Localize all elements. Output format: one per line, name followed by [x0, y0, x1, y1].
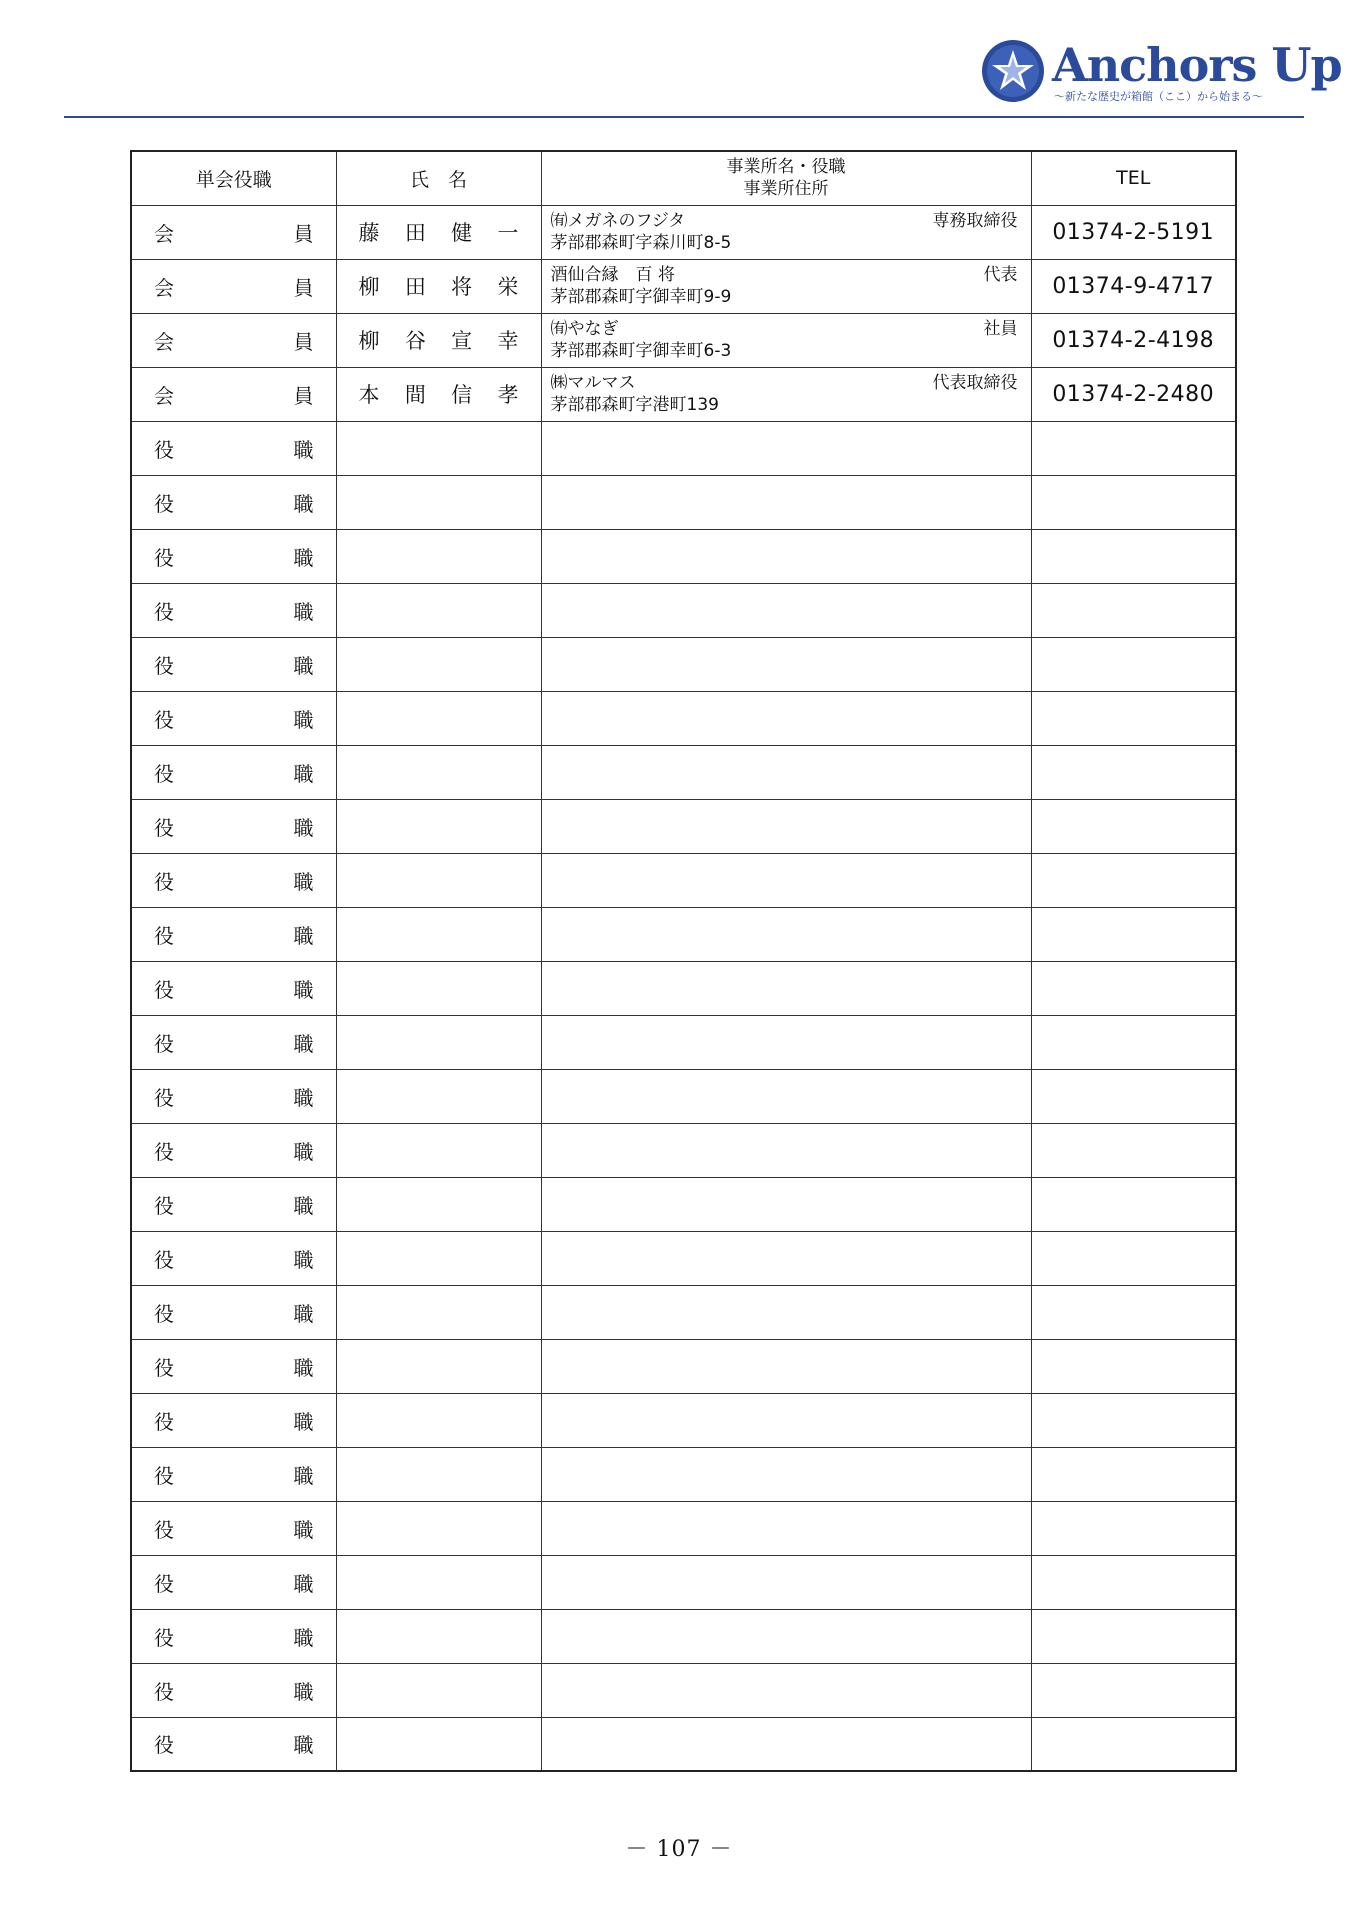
table-row — [131, 1609, 1236, 1663]
name-cell — [336, 1393, 541, 1447]
position-char: 職 — [293, 1463, 314, 1488]
position-label — [132, 596, 336, 625]
position-char: 職 — [293, 1139, 314, 1164]
business-role: 代表 — [983, 264, 1018, 285]
name-char: 田 — [404, 221, 426, 245]
position-cell — [131, 421, 336, 475]
business-cell — [541, 1069, 1031, 1123]
position-cell — [131, 1717, 336, 1771]
position-char: 役 — [154, 1301, 174, 1326]
business-role: 社員 — [983, 318, 1018, 339]
business-name: ㈲やなぎ — [550, 318, 619, 339]
position-label — [132, 1082, 336, 1111]
position-char: 職 — [293, 1625, 314, 1650]
position-char: 員 — [293, 329, 314, 354]
position-cell — [131, 1663, 336, 1717]
tel-cell — [1031, 1123, 1236, 1177]
position-label — [132, 272, 336, 301]
business-cell — [541, 1447, 1031, 1501]
position-char: 職 — [293, 491, 314, 516]
business-cell — [541, 1501, 1031, 1555]
table-row — [131, 1663, 1236, 1717]
business-cell — [541, 799, 1031, 853]
position-char: 役 — [154, 437, 174, 462]
position-char: 会 — [154, 275, 174, 300]
business-role: 代表取締役 — [932, 372, 1018, 393]
name-cell — [336, 1015, 541, 1069]
table-row — [131, 745, 1236, 799]
name-cell — [336, 907, 541, 961]
position-cell — [131, 1015, 336, 1069]
business-role: 専務取締役 — [932, 210, 1018, 231]
position-cell — [131, 583, 336, 637]
table-row — [131, 1717, 1236, 1771]
anchors-up-logo — [980, 34, 1342, 114]
name-char: 栄 — [497, 275, 519, 299]
table-row — [131, 1447, 1236, 1501]
header-name: 氏 名 — [336, 151, 541, 205]
position-label — [132, 974, 336, 1003]
position-cell — [131, 313, 336, 367]
business-cell — [541, 1339, 1031, 1393]
name-char: 柳 — [358, 329, 380, 353]
name-cell — [336, 1555, 541, 1609]
name-cell — [336, 853, 541, 907]
table-row — [131, 1501, 1236, 1555]
page-number: － 107 － — [625, 1837, 733, 1862]
header-rule — [64, 116, 1304, 118]
position-char: 職 — [293, 1679, 314, 1704]
tel-cell — [1031, 907, 1236, 961]
position-cell — [131, 1555, 336, 1609]
name-char: 谷 — [404, 329, 426, 353]
position-cell — [131, 691, 336, 745]
position-label — [132, 1190, 336, 1219]
position-char: 役 — [154, 707, 174, 732]
position-char: 役 — [154, 869, 174, 894]
business-cell — [541, 691, 1031, 745]
position-char: 役 — [154, 545, 174, 570]
position-char: 職 — [293, 653, 314, 678]
position-char: 職 — [293, 1031, 314, 1056]
position-cell — [131, 961, 336, 1015]
name-char: 幸 — [497, 329, 519, 353]
name-char: 間 — [404, 383, 426, 407]
member-name — [337, 217, 541, 247]
table-row — [131, 1123, 1236, 1177]
position-cell — [131, 1123, 336, 1177]
position-char: 役 — [154, 1085, 174, 1110]
table-row — [131, 1069, 1236, 1123]
position-label — [132, 866, 336, 895]
position-cell — [131, 529, 336, 583]
table-row — [131, 313, 1236, 367]
tel-cell — [1031, 637, 1236, 691]
tel-cell — [1031, 1339, 1236, 1393]
position-char: 役 — [154, 761, 174, 786]
position-label — [132, 1676, 336, 1705]
position-char: 職 — [293, 1409, 314, 1434]
position-cell — [131, 1447, 336, 1501]
position-label — [132, 758, 336, 787]
name-char: 信 — [451, 383, 473, 407]
business-cell — [541, 1393, 1031, 1447]
table-body — [131, 205, 1236, 1771]
position-cell — [131, 205, 336, 259]
position-cell — [131, 853, 336, 907]
name-char: 一 — [497, 221, 519, 245]
tel-cell — [1031, 745, 1236, 799]
position-char: 会 — [154, 383, 174, 408]
position-char: 員 — [293, 221, 314, 246]
name-cell — [336, 313, 541, 367]
position-char: 役 — [154, 1139, 174, 1164]
name-char: 健 — [451, 221, 473, 245]
tel-cell: 01374-9-4717 — [1031, 259, 1236, 313]
header-business-line1: 事業所名・役職 — [726, 157, 846, 178]
position-char: 役 — [154, 1355, 174, 1380]
table-row — [131, 259, 1236, 313]
name-cell — [336, 1069, 541, 1123]
name-cell — [336, 259, 541, 313]
header-business — [541, 151, 1031, 205]
business-cell — [541, 907, 1031, 961]
position-char: 職 — [293, 977, 314, 1002]
business-cell — [541, 961, 1031, 1015]
position-label — [132, 812, 336, 841]
tel-cell — [1031, 853, 1236, 907]
table-row — [131, 1015, 1236, 1069]
position-label — [132, 1460, 336, 1489]
tel-cell — [1031, 1663, 1236, 1717]
position-label — [132, 1136, 336, 1165]
table-row — [131, 205, 1236, 259]
position-label — [132, 704, 336, 733]
table-row — [131, 961, 1236, 1015]
name-cell — [336, 1177, 541, 1231]
position-label — [132, 326, 336, 355]
position-label — [132, 1622, 336, 1651]
business-address: 茅部郡森町字御幸町6-3 — [550, 340, 732, 361]
position-char: 役 — [154, 977, 174, 1002]
position-cell — [131, 1069, 336, 1123]
table-row — [131, 475, 1236, 529]
name-cell — [336, 799, 541, 853]
name-char: 本 — [358, 383, 380, 407]
name-char: 孝 — [497, 383, 519, 407]
tel-cell — [1031, 1393, 1236, 1447]
name-cell — [336, 1609, 541, 1663]
name-cell — [336, 637, 541, 691]
position-char: 職 — [293, 1571, 314, 1596]
position-cell — [131, 637, 336, 691]
tel-cell — [1031, 1447, 1236, 1501]
page-header — [0, 0, 1358, 120]
business-name: ㈲メガネのフジタ — [550, 210, 686, 231]
business-cell — [541, 529, 1031, 583]
tel-cell — [1031, 961, 1236, 1015]
position-char: 役 — [154, 653, 174, 678]
position-label — [132, 1244, 336, 1273]
position-char: 職 — [293, 1355, 314, 1380]
position-char: 会 — [154, 329, 174, 354]
position-char: 職 — [293, 815, 314, 840]
business-cell — [541, 1609, 1031, 1663]
business-cell — [541, 1663, 1031, 1717]
header-position: 単会役職 — [131, 151, 336, 205]
name-cell — [336, 745, 541, 799]
name-cell — [336, 1447, 541, 1501]
position-char: 役 — [154, 1031, 174, 1056]
member-name — [337, 271, 541, 301]
business-cell — [541, 583, 1031, 637]
tel-cell — [1031, 1501, 1236, 1555]
position-cell — [131, 799, 336, 853]
position-char: 職 — [293, 761, 314, 786]
table-row — [131, 529, 1236, 583]
name-char: 田 — [404, 275, 426, 299]
table-row — [131, 799, 1236, 853]
business-cell — [541, 205, 1031, 259]
position-char: 役 — [154, 1625, 174, 1650]
position-char: 役 — [154, 1409, 174, 1434]
business-info — [542, 206, 1031, 259]
tel-cell — [1031, 475, 1236, 529]
name-cell — [336, 1501, 541, 1555]
name-cell — [336, 583, 541, 637]
name-cell — [336, 421, 541, 475]
name-char: 藤 — [358, 221, 380, 245]
position-char: 職 — [293, 869, 314, 894]
table-row — [131, 367, 1236, 421]
business-cell — [541, 1285, 1031, 1339]
table-row — [131, 1555, 1236, 1609]
tel-cell — [1031, 1555, 1236, 1609]
tel-cell: 01374-2-5191 — [1031, 205, 1236, 259]
business-cell — [541, 421, 1031, 475]
position-char: 職 — [293, 1193, 314, 1218]
table-row — [131, 1393, 1236, 1447]
anchor-star-emblem-icon — [980, 38, 1046, 104]
member-roster-table — [130, 150, 1237, 1772]
position-char: 員 — [293, 383, 314, 408]
position-label — [132, 488, 336, 517]
name-cell — [336, 1285, 541, 1339]
table-row — [131, 1339, 1236, 1393]
tel-cell — [1031, 1285, 1236, 1339]
name-cell — [336, 367, 541, 421]
position-cell — [131, 367, 336, 421]
position-cell — [131, 1231, 336, 1285]
name-char: 柳 — [358, 275, 380, 299]
name-cell — [336, 475, 541, 529]
position-label — [132, 1729, 336, 1758]
position-label — [132, 1298, 336, 1327]
business-info — [542, 260, 1031, 313]
position-label — [132, 920, 336, 949]
business-cell — [541, 475, 1031, 529]
tel-cell — [1031, 529, 1236, 583]
table-row — [131, 583, 1236, 637]
tel-cell: 01374-2-2480 — [1031, 367, 1236, 421]
position-label — [132, 650, 336, 679]
position-char: 役 — [154, 1571, 174, 1596]
tel-cell — [1031, 1015, 1236, 1069]
business-cell — [541, 1231, 1031, 1285]
business-cell — [541, 1123, 1031, 1177]
position-cell — [131, 475, 336, 529]
logo-subtitle: ～新たな歴史が箱館（ここ）から始まる～ — [1054, 90, 1263, 103]
tel-cell — [1031, 799, 1236, 853]
position-char: 役 — [154, 1193, 174, 1218]
position-label — [132, 1568, 336, 1597]
position-cell — [131, 259, 336, 313]
business-info — [542, 368, 1031, 421]
member-name — [337, 325, 541, 355]
name-char: 将 — [451, 275, 473, 299]
table-row — [131, 421, 1236, 475]
position-label — [132, 1028, 336, 1057]
table-row — [131, 853, 1236, 907]
business-cell — [541, 1177, 1031, 1231]
header-tel: TEL — [1031, 151, 1236, 205]
position-char: 職 — [293, 437, 314, 462]
position-cell — [131, 907, 336, 961]
business-address: 茅部郡森町字港町139 — [550, 394, 719, 415]
business-cell — [541, 1555, 1031, 1609]
business-info — [542, 314, 1031, 367]
position-label — [132, 380, 336, 409]
name-cell — [336, 1663, 541, 1717]
position-char: 職 — [293, 1733, 314, 1758]
name-cell — [336, 1339, 541, 1393]
position-cell — [131, 1501, 336, 1555]
position-char: 役 — [154, 599, 174, 624]
name-cell — [336, 1717, 541, 1771]
tel-cell — [1031, 691, 1236, 745]
position-char: 職 — [293, 923, 314, 948]
position-char: 職 — [293, 1301, 314, 1326]
business-cell — [541, 637, 1031, 691]
table-row — [131, 907, 1236, 961]
position-label — [132, 1514, 336, 1543]
position-cell — [131, 745, 336, 799]
position-cell — [131, 1393, 336, 1447]
name-cell — [336, 961, 541, 1015]
position-cell — [131, 1285, 336, 1339]
name-cell — [336, 529, 541, 583]
business-name: 酒仙合縁 百 将 — [550, 264, 675, 285]
position-char: 員 — [293, 275, 314, 300]
table-header-row — [131, 151, 1236, 205]
logo-title: Anchors Up — [1052, 38, 1342, 92]
position-char: 役 — [154, 1463, 174, 1488]
tel-cell — [1031, 1717, 1236, 1771]
tel-cell — [1031, 1231, 1236, 1285]
tel-cell — [1031, 1069, 1236, 1123]
table-row — [131, 691, 1236, 745]
table-row — [131, 1231, 1236, 1285]
business-cell — [541, 853, 1031, 907]
business-cell — [541, 1717, 1031, 1771]
name-cell — [336, 205, 541, 259]
position-char: 職 — [293, 707, 314, 732]
business-cell — [541, 745, 1031, 799]
header-business-line2: 事業所住所 — [743, 179, 829, 200]
position-char: 役 — [154, 491, 174, 516]
name-char: 宣 — [451, 329, 473, 353]
business-name: ㈱マルマス — [550, 372, 636, 393]
business-address: 茅部郡森町字御幸町9-9 — [550, 286, 732, 307]
position-char: 役 — [154, 1517, 174, 1542]
business-cell — [541, 259, 1031, 313]
position-label — [132, 542, 336, 571]
tel-cell — [1031, 583, 1236, 637]
position-char: 職 — [293, 1517, 314, 1542]
position-cell — [131, 1339, 336, 1393]
position-char: 職 — [293, 1085, 314, 1110]
position-cell — [131, 1609, 336, 1663]
position-char: 役 — [154, 815, 174, 840]
business-cell — [541, 313, 1031, 367]
tel-cell: 01374-2-4198 — [1031, 313, 1236, 367]
position-char: 役 — [154, 1679, 174, 1704]
position-char: 役 — [154, 923, 174, 948]
tel-cell — [1031, 1609, 1236, 1663]
business-cell — [541, 367, 1031, 421]
position-char: 役 — [154, 1247, 174, 1272]
position-label — [132, 434, 336, 463]
position-char: 職 — [293, 1247, 314, 1272]
member-name — [337, 379, 541, 409]
position-label — [132, 218, 336, 247]
position-char: 職 — [293, 599, 314, 624]
name-cell — [336, 691, 541, 745]
table-row — [131, 637, 1236, 691]
position-label — [132, 1352, 336, 1381]
position-cell — [131, 1177, 336, 1231]
position-char: 役 — [154, 1733, 174, 1758]
position-char: 職 — [293, 545, 314, 570]
position-label — [132, 1406, 336, 1435]
tel-cell — [1031, 1177, 1236, 1231]
name-cell — [336, 1123, 541, 1177]
business-cell — [541, 1015, 1031, 1069]
tel-cell — [1031, 421, 1236, 475]
position-char: 会 — [154, 221, 174, 246]
table-row — [131, 1285, 1236, 1339]
table-row — [131, 1177, 1236, 1231]
business-address: 茅部郡森町字森川町8-5 — [550, 232, 732, 253]
name-cell — [336, 1231, 541, 1285]
